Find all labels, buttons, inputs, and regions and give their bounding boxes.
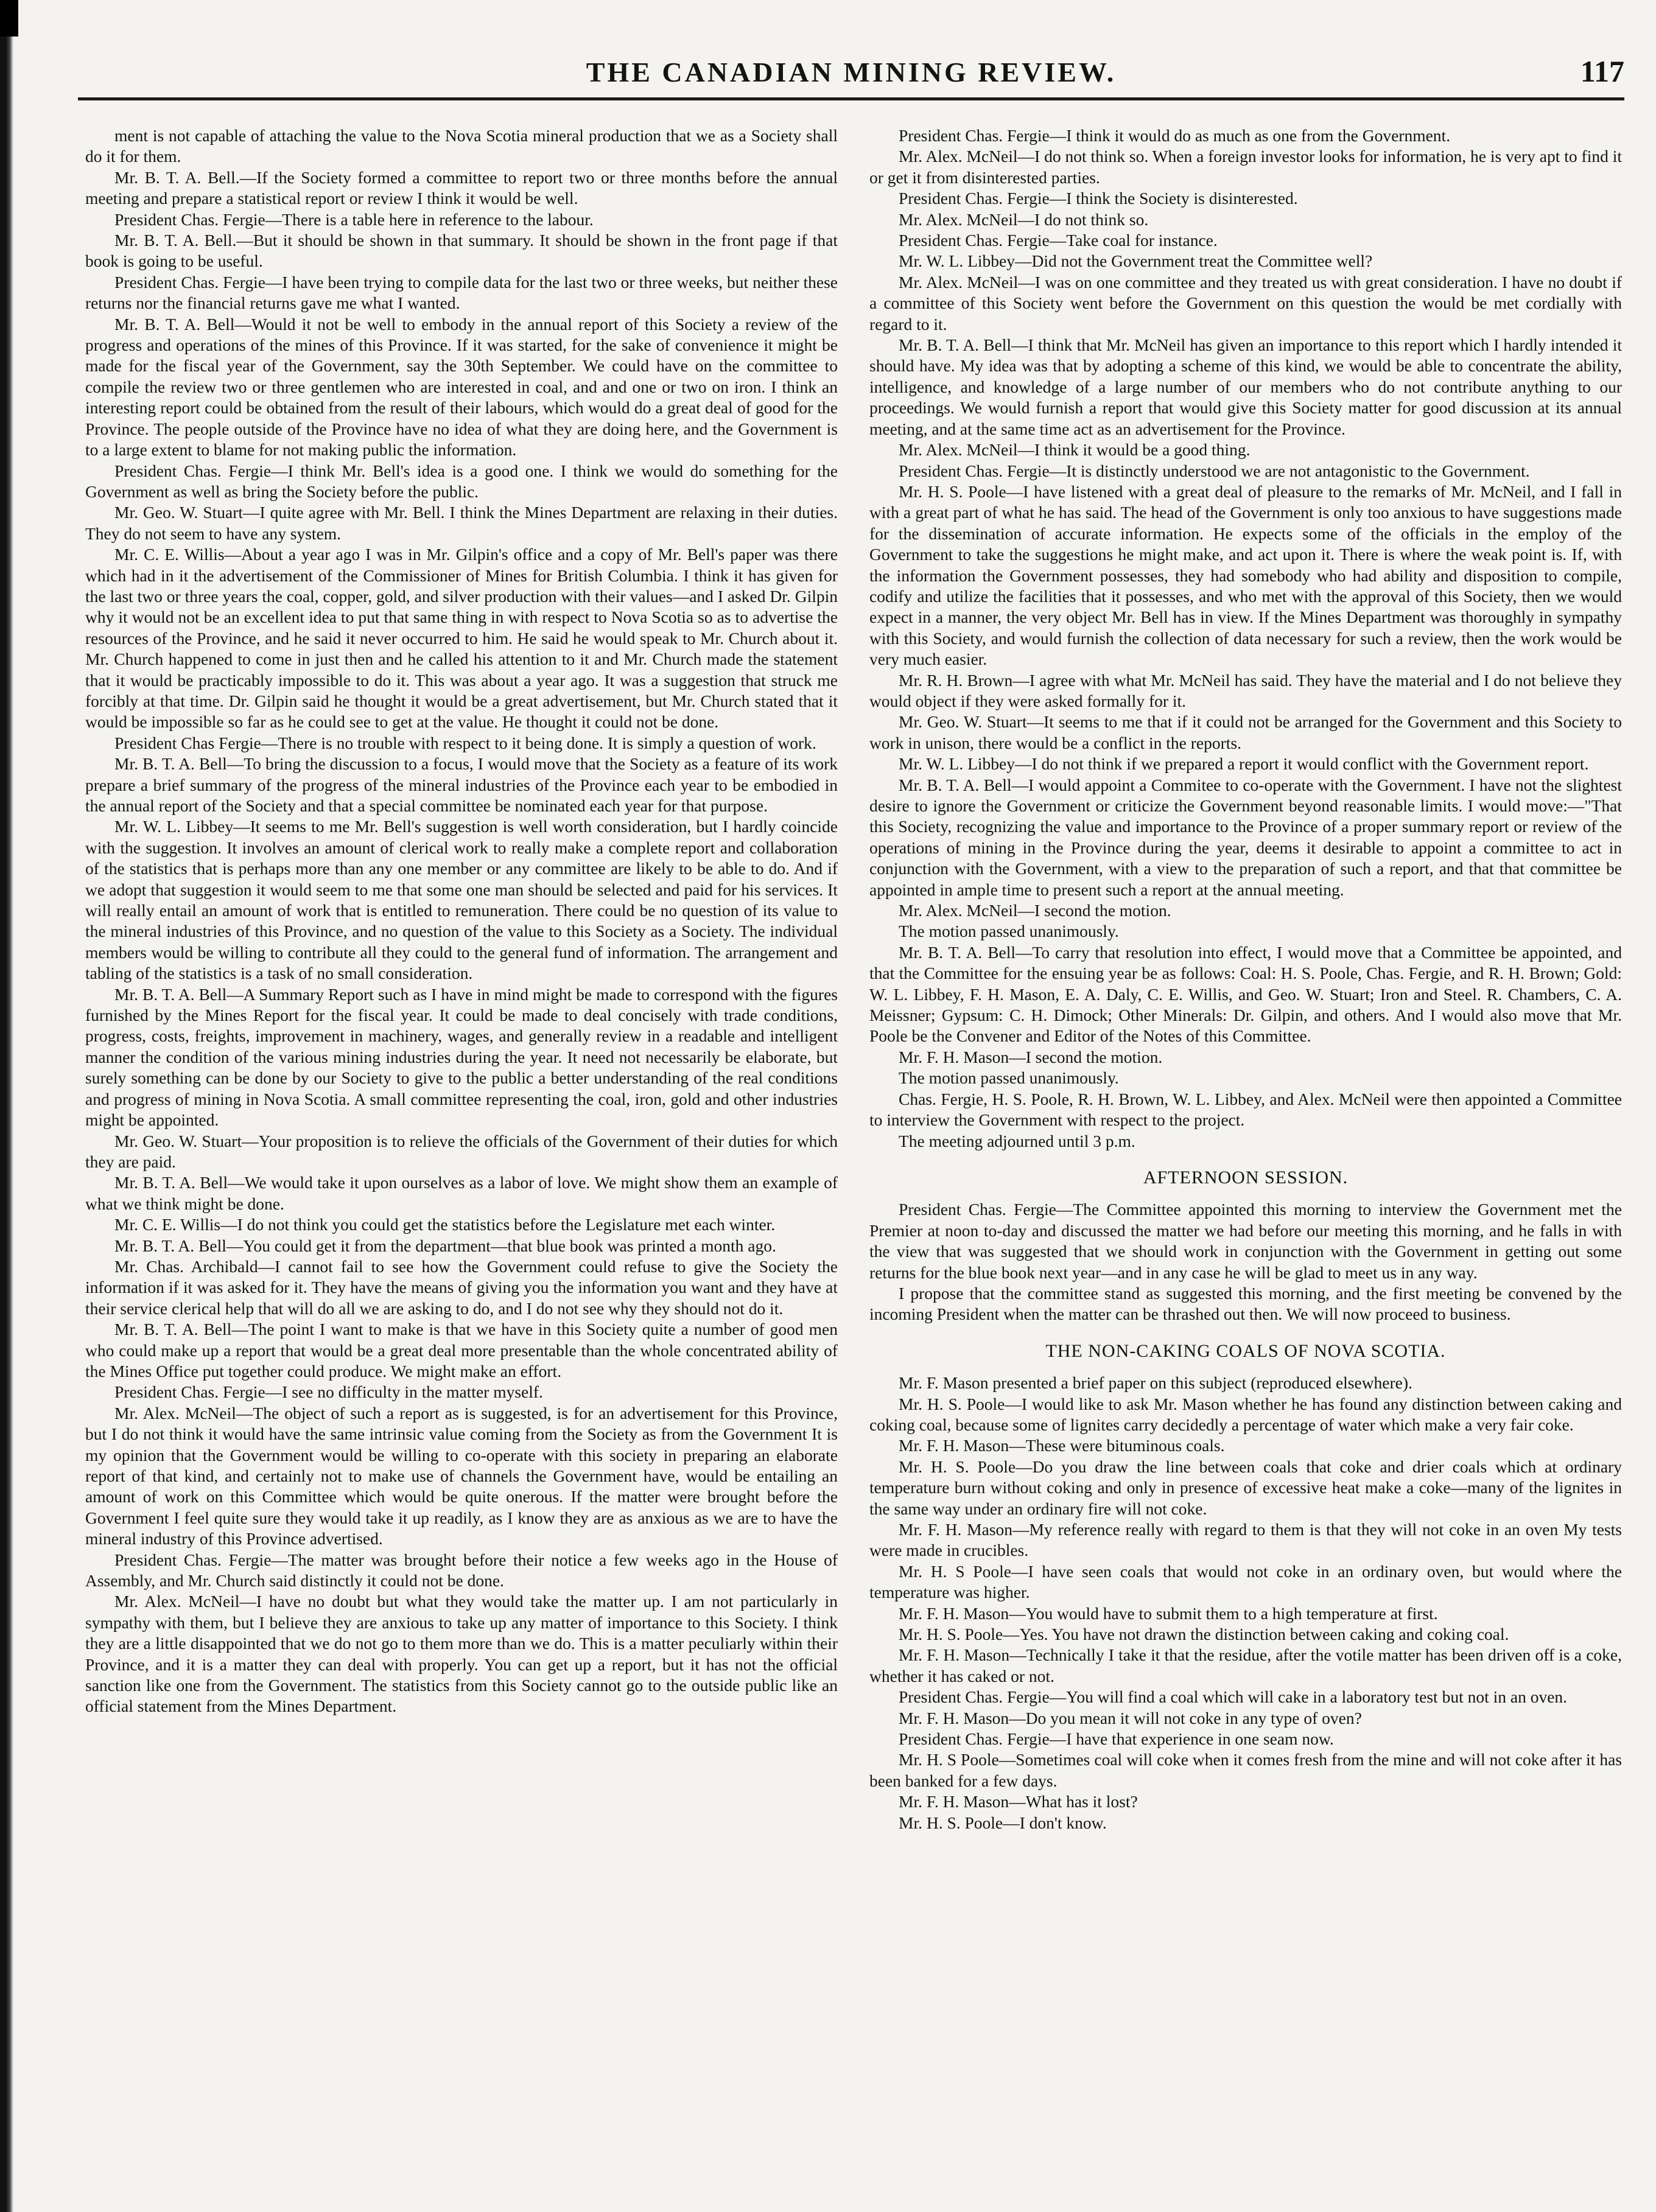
paragraph: Mr. W. L. Libbey—It seems to me Mr. Bell's suggestion is well worth consideration, but I hardly coincide with the suggestion. It involves an amount of clerical work to really make a complete report and collaboration of the statistics that is perhaps more than any one member or any committee are likely to be able to do. And if we adopt that suggestion it would seem to me that some one man should be selected and paid for his services. It will really entail an amount of work that is entitled to remuneration. There could be no question of its value to the mineral industries of this Province, and no question of the value to this Society as a Society. The individual members would be willing to contribute all they could to the general fund of information. The arrangement and tabling of the statistics is a task of no small consideration. (85, 817, 838, 983)
paragraph: Mr. B. T. A. Bell—A Summary Report such as I have in mind might be made to correspond with the figures furnished by the Mines Report for the fiscal year. It could be made to deal concisely with trade conditions, progress, costs, freights, improvement in machinery, wages, and generally review in a readable and intelligent manner the condition of the various mining industries during the year. It need not necessarily be elaborate, but surely something can be done by our Society to give to the public a better understanding of the real conditions and progress of mining in Nova Scotia. A small committee representing the coal, iron, gold and other industries might be appointed. (85, 984, 838, 1130)
paragraph: President Chas. Fergie—There is a table here in reference to the labour. (114, 209, 594, 229)
paragraph: Mr. Geo. W. Stuart—I quite agree with Mr. Bell. I think the Mines Department are relaxing in their duties. They do not seem to have any system. (85, 503, 838, 543)
paragraph: Mr. B. T. A. Bell.—But it should be shown in that summary. It should be shown in the front page if that book is going to be useful. (85, 231, 838, 271)
paragraph: President Chas. Fergie—You will find a coal which will cake in a laboratory test but not in an oven. (899, 1687, 1568, 1707)
paragraph: President Chas. Fergie—The Committee appointed this morning to interview the Government met the Premier at noon to-day and discussed the matter we had before our meeting this morning, and he falls in with the view that was suggested that we should work in conjunction with the Government in getting out some returns for the blue book next year—and in any case he will be glad to meet us in any way. (869, 1200, 1622, 1282)
paragraph: The motion passed unanimously. (899, 1068, 1119, 1088)
right-column (869, 125, 1622, 2165)
paragraph: Mr. B. T. A. Bell—To bring the discussion to a focus, I would move that the Society as a feature of its work prepare a brief summary of the progress of the mineral industries of the Province each year to be embodied in the annual report of the Society and that a special committee be nominated each year for that purpose. (85, 754, 838, 815)
morning-discussion-continued (869, 125, 1622, 1152)
left-column (85, 125, 838, 2165)
paragraph: Mr. F. H. Mason—What has it lost? (899, 1792, 1138, 1811)
paragraph: Mr. Alex. McNeil—I have no doubt but what they would take the matter up. I am not particularly in sympathy with them, but I believe they are anxious to take up any matter of importance to this Society. I think they are a little disappointed that we do not go to them more than we do. This is a matter peculiarly within their Province, and it is a matter they can deal with properly. You can get up a report, but it has not the official sanction like one from the Government. The statistics from this Society cannot go to the outside public like an official statement from the Mines Department. (85, 1592, 838, 1716)
paragraph: Mr. B. T. A. Bell—You could get it from the department—that blue book was printed a month ago. (114, 1236, 776, 1255)
paragraph: Mr. F. H. Mason—Do you mean it will not coke in any type of oven? (899, 1708, 1362, 1727)
scan-edge-shadow (0, 0, 13, 2212)
paragraph: President Chas. Fergie—I have been trying to compile data for the last two or three weeks, but neither these returns nor the financial returns gave me what I wanted. (85, 272, 838, 313)
paragraph: President Chas. Fergie—The matter was brought before their notice a few weeks ago in the House of Assembly, and Mr. Church said distinctly it could not be done. (85, 1550, 838, 1591)
paragraph: President Chas. Fergie—I think it would do as much as one from the Government. (899, 126, 1451, 145)
paragraph: Mr. Geo. W. Stuart—Your proposition is to relieve the officials of the Government of their duties for which they are paid. (85, 1131, 838, 1171)
afternoon-session-text (869, 1199, 1622, 1325)
paragraph: Mr. Alex. McNeil—I think it would be a good thing. (899, 440, 1251, 460)
paragraph: President Chas. Fergie—I see no difficulty in the matter myself. (114, 1382, 543, 1402)
header-rule (78, 97, 1624, 100)
paragraph: Mr. Alex. McNeil—I do not think so. When a foreign investor looks for information, he is very apt to find it or get it from disinterested parties. (869, 147, 1622, 187)
paragraph: Mr. Alex. McNeil—I do not think so. (899, 209, 1149, 229)
paragraph: Mr. H. S. Poole—I have listened with a great deal of pleasure to the remarks of Mr. McNeil, and I fall in with a great part of what he has said. The head of the Government is only too anxious to have suggestions made for the dissemination of accurate information. He expects some of the officials in the employ of the Government to take the suggestions he might make, and act upon it. There is where the weak point is. If, with the information the Government possesses, they had somebody who had ability and disposition to compile, codify and utilize the facilities that it possesses, and who met with the approval of this Society, then we would expect in a manner, the very object Mr. Bell has in view. If the Mines Department was thoroughly in sympathy with this Society, and would furnish the collection of data necessary for such a review, then the work would be very much easier. (869, 481, 1622, 669)
paragraph: Mr. Geo. W. Stuart—It seems to me that if it could not be arranged for the Government and this Society to work in unison, there would be a conflict in the reports. (869, 712, 1622, 752)
paragraph: Mr. Alex. McNeil—I second the motion. (899, 901, 1171, 920)
paragraph: Mr. H. S. Poole—Do you draw the line between coals that coke and drier coals which at ordinary temperature burn without coking and only in presence of excessive heat make a coke—many of the lignites in the same way under an ordinary fire will not coke. (869, 1457, 1622, 1518)
paragraph: Mr. F. H. Mason—My reference really with regard to them is that they will not coke in an oven My tests were made in crucibles. (869, 1520, 1622, 1560)
paragraph: Mr. C. E. Willis—I do not think you could get the statistics before the Legislature met each winter. (114, 1215, 776, 1234)
page-header (78, 56, 1624, 95)
paragraph: President Chas. Fergie—I think the Society is disinterested. (899, 189, 1298, 208)
paragraph: Mr. F. Mason presented a brief paper on this subject (reproduced elsewhere). (899, 1373, 1412, 1393)
journal-title: THE CANADIAN MINING REVIEW. (586, 57, 1117, 88)
paragraph: Mr. F. H. Mason—Technically I take it that the residue, after the votile matter has been driven off is a coke, whether it has caked or not. (869, 1645, 1622, 1685)
paragraph: Mr. H. S. Poole—I don't know. (899, 1813, 1107, 1832)
paragraph: Mr. W. L. Libbey—Did not the Government treat the Committee well? (899, 251, 1373, 271)
paragraph: Mr. R. H. Brown—I agree with what Mr. McNeil has said. They have the material and I do not believe they would object if they were asked formally for it. (869, 670, 1622, 710)
paragraph: Mr. B. T. A. Bell—The point I want to make is that we have in this Society quite a number of good men who could make up a report that would be a great deal more presentable than the whole concentrated ability of the Mines Office put together could produce. We might make an effort. (85, 1320, 838, 1381)
paragraph: President Chas. Fergie—I think Mr. Bell's idea is a good one. I think we would do something for the Government as well as bring the Society before the public. (85, 461, 838, 501)
paragraph: Mr. W. L. Libbey—I do not think if we prepared a report it would conflict with the Government report. (899, 754, 1589, 774)
non-caking-coals-text (869, 1373, 1622, 1833)
paragraph: President Chas. Fergie—I have that experience in one seam now. (899, 1729, 1334, 1749)
paragraph: Mr. F. H. Mason—I second the motion. (899, 1047, 1163, 1066)
paragraph: The motion passed unanimously. (899, 922, 1119, 941)
page-number: 117 (1580, 54, 1624, 88)
paragraph: Mr. Chas. Archibald—I cannot fail to see how the Government could refuse to give the Society the information if it was asked for it. They have the means of giving you the information you want and they have at their service clerical help that will do all we are asking to do, and I do not see why they should not do it. (85, 1256, 838, 1318)
paragraph: Mr. H. S. Poole—Yes. You have not drawn the distinction between caking and coking coal. (899, 1625, 1509, 1644)
paragraph: Mr. Alex. McNeil—The object of such a report as is suggested, is for an advertisement for this Province, but I do not think it would have the same intrinsic value coming from the Society as from the Government It is my opinion that the Government would be willing to co-operate with this society in preparing an elaborate report of that kind, and certainly not to make use of channels the Government have, would be entailing an amount of work on this Committee which would be quite onerous. If the matter were brought before the Government I feel quite sure they would take it up readily, as I know they are as anxious as we are to have the mineral industry of this Province advertised. (85, 1403, 838, 1549)
paragraph: Mr. H. S Poole—I have seen coals that would not coke in an ordinary oven, but would where the temperature was higher. (869, 1561, 1622, 1602)
paragraph: Mr. Alex. McNeil—I was on one committee and they treated us with great consideration. I have no doubt if a committee of this Society went before the Government on this question the would be met cordially with regard to it. (869, 272, 1622, 334)
paragraph: Mr. H. S. Poole—I would like to ask Mr. Mason whether he has found any distinction between caking and coking coal, because some of lignites carry decidedly a percentage of water which make a very fair coke. (869, 1394, 1622, 1434)
paragraph: Chas. Fergie, H. S. Poole, R. H. Brown, W. L. Libbey, and Alex. McNeil were then appointed a Committee to interview the Government with respect to the project. (869, 1089, 1622, 1130)
paragraph: Mr. B. T. A. Bell—We would take it upon ourselves as a labor of love. We might show them an example of what we think might be done. (85, 1173, 838, 1213)
paragraph: Mr. B. T. A. Bell—Would it not be well to embody in the annual report of this Society a review of the progress and operations of the mines of this Province. If it was started, for the sake of convenience it might be made for the fiscal year of the Government, say the 30th September. We could have on the committee to compile the review two or three gentlemen who are interested in coal, and and one or two on iron. I think an interesting report could be obtained from the result of their labours, which would do a great deal of good for the Province. The people outside of the Province have no idea of what they are doing here, and the Government is to a large extent to blame for not making public the information. (85, 314, 838, 460)
afternoon-session-heading: AFTERNOON SESSION. (1143, 1167, 1349, 1188)
paragraph: Mr. H. S Poole—Sometimes coal will coke when it comes fresh from the mine and will not coke after it has been banked for a few days. (869, 1750, 1622, 1790)
paragraph: I propose that the committee stand as suggested this morning, and the first meeting be convened by the incoming President when the matter can be thrashed out then. We will now proceed to business. (869, 1283, 1622, 1324)
paragraph: Mr. F. H. Mason—You would have to submit them to a high temperature at first. (899, 1603, 1438, 1623)
scan-corner-mark (0, 0, 18, 37)
non-caking-coals-heading: THE NON-CAKING COALS OF NOVA SCOTIA. (1045, 1340, 1446, 1361)
paragraph: President Chas. Fergie—Take coal for instance. (899, 231, 1218, 250)
paragraph: President Chas Fergie—There is no trouble with respect to it being done. It is simply a question of work. (114, 733, 816, 752)
paragraph: President Chas. Fergie—It is distinctly understood we are not antagonistic to the Government. (899, 461, 1530, 480)
paragraph: Mr. B. T. A. Bell.—If the Society formed a committee to report two or three months before the annual meeting and prepare a statistical report or review I think it would be well. (85, 167, 838, 208)
paragraph: Mr. B. T. A. Bell—I think that Mr. McNeil has given an importance to this report which I hardly intended it should have. My idea was that by adopting a scheme of this kind, we would be able to concentrate the ability, intelligence, and knowledge of a large number of our members who do not contribute anything to our proceedings. We would furnish a report that would give this Society matter for good discussion at its annual meeting, and at the same time act as an advertisement for the Province. (869, 335, 1622, 438)
paragraph: The meeting adjourned until 3 p.m. (899, 1131, 1135, 1150)
paragraph: Mr. F. H. Mason—These were bituminous coals. (899, 1436, 1225, 1455)
paragraph: Mr. B. T. A. Bell—To carry that resolution into effect, I would move that a Committee be appointed, and that the Committee for the ensuing year be as follows: Coal: H. S. Poole, Chas. Fergie, and R. H. Brown; Gold: W. L. Libbey, F. H. Mason, E. A. Daly, C. E. Willis, and Geo. W. Stuart; Iron and Steel. R. Chambers, C. A. Meissner; Gypsum: C. H. Dimock; Other Minerals: Dr. Gilpin, and others. And I would also move that Mr. Poole be the Convener and Editor of the Notes of this Committee. (869, 942, 1622, 1046)
paragraph: Mr. C. E. Willis—About a year ago I was in Mr. Gilpin's office and a copy of Mr. Bell's paper was there which had in it the advertisement of the Commissioner of Mines for British Columbia. I think it has given for the last two or three years the coal, copper, gold, and silver production with their values—and I asked Dr. Gilpin why it would not be an excellent idea to put that same thing in with respect to Nova Scotia so as to advertise the resources of the Province, and he said it never occurred to him. He said he would speak to Mr. Church about it. Mr. Church happened to come in just then and he called his attention to it and Mr. Church made the statement that it would be practicably impossible to do it. This was about a year ago. It was a suggestion that struck me forcibly at that time. Dr. Gilpin said he thought it would be a great advertisement, but Mr. Church stated that it would be impossible so far as he could see to get at the value. He thought it could not be done. (85, 545, 838, 732)
paragraph: ment is not capable of attaching the value to the Nova Scotia mineral production that we as a Society shall do it for them. (85, 126, 838, 166)
paragraph: Mr. B. T. A. Bell—I would appoint a Commitee to co-operate with the Government. I have not the slightest desire to ignore the Government or criticize the Government beyond reasonable limits. I would move:—"That this Society, recognizing the value and importance to the Province of a proper summary report or review of the operations of mining in the Province during the year, deems it desirable to appoint a committee to act in conjunction with the Government, with a view to the preparation of such a report, and that that committee be appointed in ample time to present such a report at the annual meeting. (869, 775, 1622, 899)
